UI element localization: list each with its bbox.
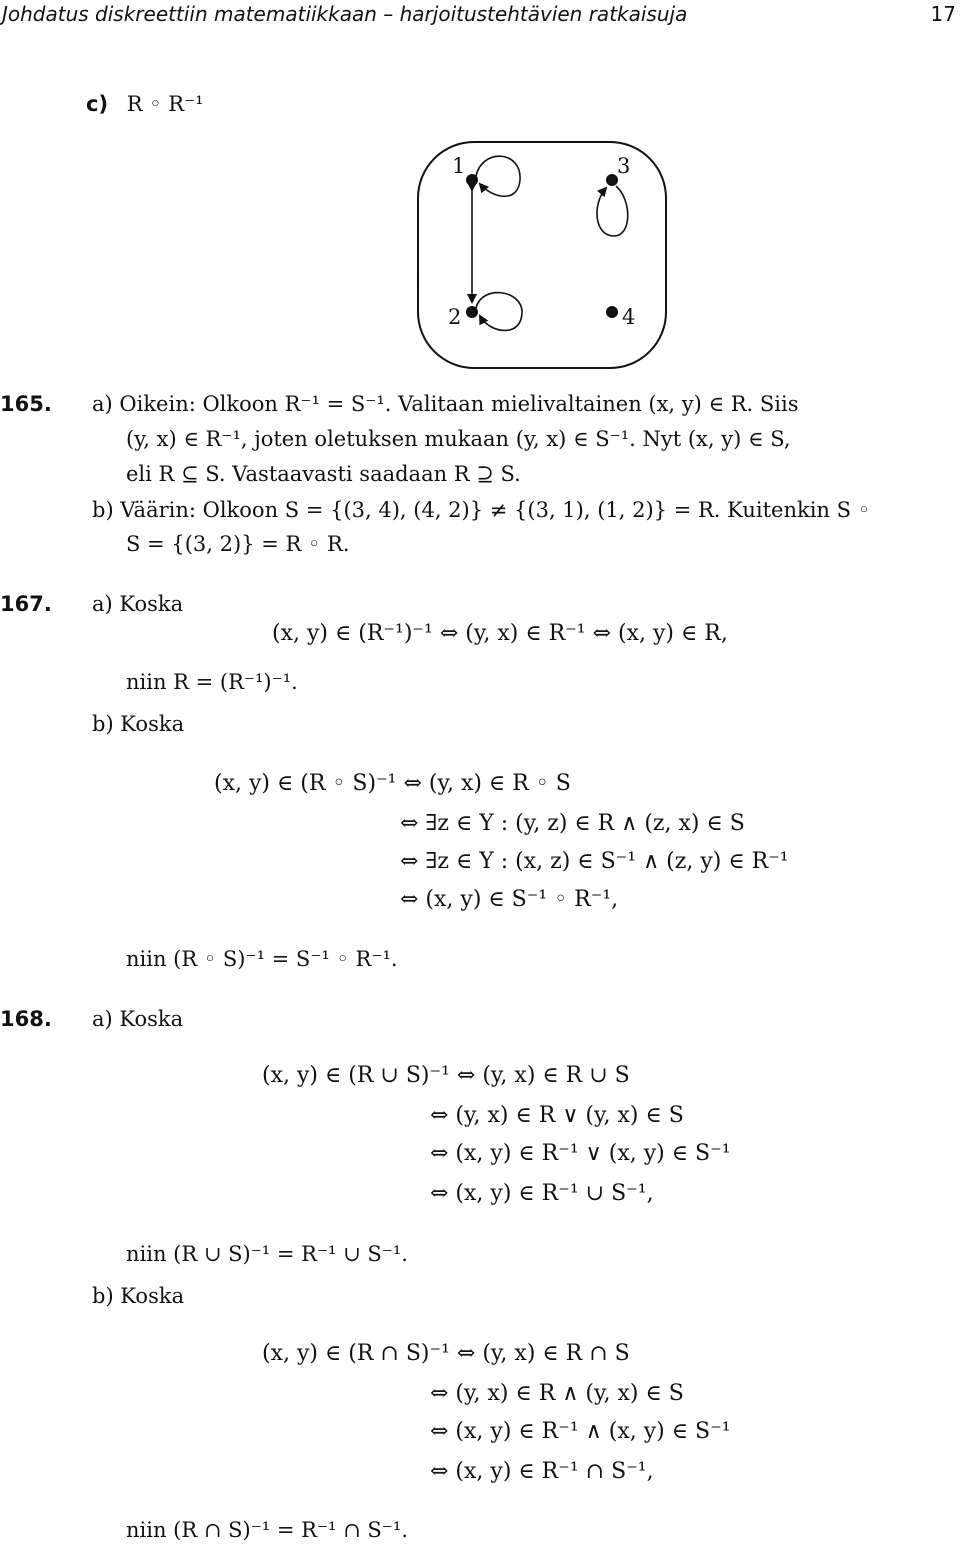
page-number: 17 <box>930 2 956 26</box>
loop-3 <box>597 186 628 236</box>
node-3-label: 3 <box>617 154 631 178</box>
node-1-label: 1 <box>452 154 466 178</box>
p167-b-eq3: ⇔ ∃z ∈ Y : (x, z) ∈ S⁻¹ ∧ (z, y) ∈ R⁻¹ <box>400 849 789 874</box>
p168-b-eq2: ⇔ (y, x) ∈ R ∧ (y, x) ∈ S <box>430 1381 684 1406</box>
p167-b-eq1: (x, y) ∈ (R ◦ S)⁻¹ ⇔ (y, x) ∈ R ◦ S <box>214 771 571 796</box>
part-c-heading <box>86 90 204 118</box>
part-c-label: c) <box>86 92 109 116</box>
p165-a-line2: (y, x) ∈ R⁻¹, joten oletuksen mukaan (y, x) ∈ S⁻¹. Nyt (x, y) ∈ S, <box>126 427 791 451</box>
loop-1 <box>476 156 520 196</box>
p168-b-conclusion: niin (R ∩ S)⁻¹ = R⁻¹ ∩ S⁻¹. <box>126 1518 408 1542</box>
p168-a-eq2: ⇔ (y, x) ∈ R ∨ (y, x) ∈ S <box>430 1103 684 1128</box>
node-2-label: 2 <box>448 305 462 329</box>
relation-graph <box>410 140 670 372</box>
problem-165-number: 165. <box>0 392 52 416</box>
part-c-expr: R ◦ R⁻¹ <box>126 92 204 116</box>
p165-a-line1: a) Oikein: Olkoon R⁻¹ = S⁻¹. Valitaan mielivaltainen (x, y) ∈ R. Siis <box>92 392 799 416</box>
p167-a-label: a) Koska <box>92 592 184 616</box>
p165-a-line3: eli R ⊆ S. Vastaavasti saadaan R ⊇ S. <box>126 462 521 486</box>
node-4 <box>606 306 618 318</box>
p168-a-eq4: ⇔ (x, y) ∈ R⁻¹ ∪ S⁻¹, <box>430 1181 654 1206</box>
running-title: Johdatus diskreettiin matematiikkaan – harjoitustehtävien ratkaisuja <box>2 2 688 26</box>
p167-b-label: b) Koska <box>92 712 185 736</box>
p165-b-line2: S = {(3, 2)} = R ◦ R. <box>126 532 350 556</box>
p165-b-line1: b) Väärin: Olkoon S = {(3, 4), (4, 2)} ≠ {(3, 1), (1, 2)} = R. Kuitenkin S ◦ <box>92 498 871 522</box>
p167-b-eq2: ⇔ ∃z ∈ Y : (y, z) ∈ R ∧ (z, x) ∈ S <box>400 811 745 836</box>
p167-a-conclusion: niin R = (R⁻¹)⁻¹. <box>126 670 298 694</box>
page-header <box>0 2 960 30</box>
p168-a-label: a) Koska <box>92 1007 184 1031</box>
p168-b-eq1: (x, y) ∈ (R ∩ S)⁻¹ ⇔ (y, x) ∈ R ∩ S <box>262 1341 630 1366</box>
p168-b-eq4: ⇔ (x, y) ∈ R⁻¹ ∩ S⁻¹, <box>430 1459 654 1484</box>
problem-168-number: 168. <box>0 1007 52 1031</box>
node-4-label: 4 <box>622 305 636 329</box>
p167-b-eq4: ⇔ (x, y) ∈ S⁻¹ ◦ R⁻¹, <box>400 887 619 912</box>
loop-2 <box>476 293 522 331</box>
p168-a-eq1: (x, y) ∈ (R ∪ S)⁻¹ ⇔ (y, x) ∈ R ∪ S <box>262 1063 630 1088</box>
p167-a-equation: (x, y) ∈ (R⁻¹)⁻¹ ⇔ (y, x) ∈ R⁻¹ ⇔ (x, y) ∈ R, <box>272 621 728 646</box>
p168-b-eq3: ⇔ (x, y) ∈ R⁻¹ ∧ (x, y) ∈ S⁻¹ <box>430 1419 731 1444</box>
problem-167-number: 167. <box>0 592 52 616</box>
p167-b-conclusion: niin (R ◦ S)⁻¹ = S⁻¹ ◦ R⁻¹. <box>126 947 398 971</box>
p168-b-label: b) Koska <box>92 1284 185 1308</box>
p168-a-conclusion: niin (R ∪ S)⁻¹ = R⁻¹ ∪ S⁻¹. <box>126 1242 408 1266</box>
p168-a-eq3: ⇔ (x, y) ∈ R⁻¹ ∨ (x, y) ∈ S⁻¹ <box>430 1141 731 1166</box>
